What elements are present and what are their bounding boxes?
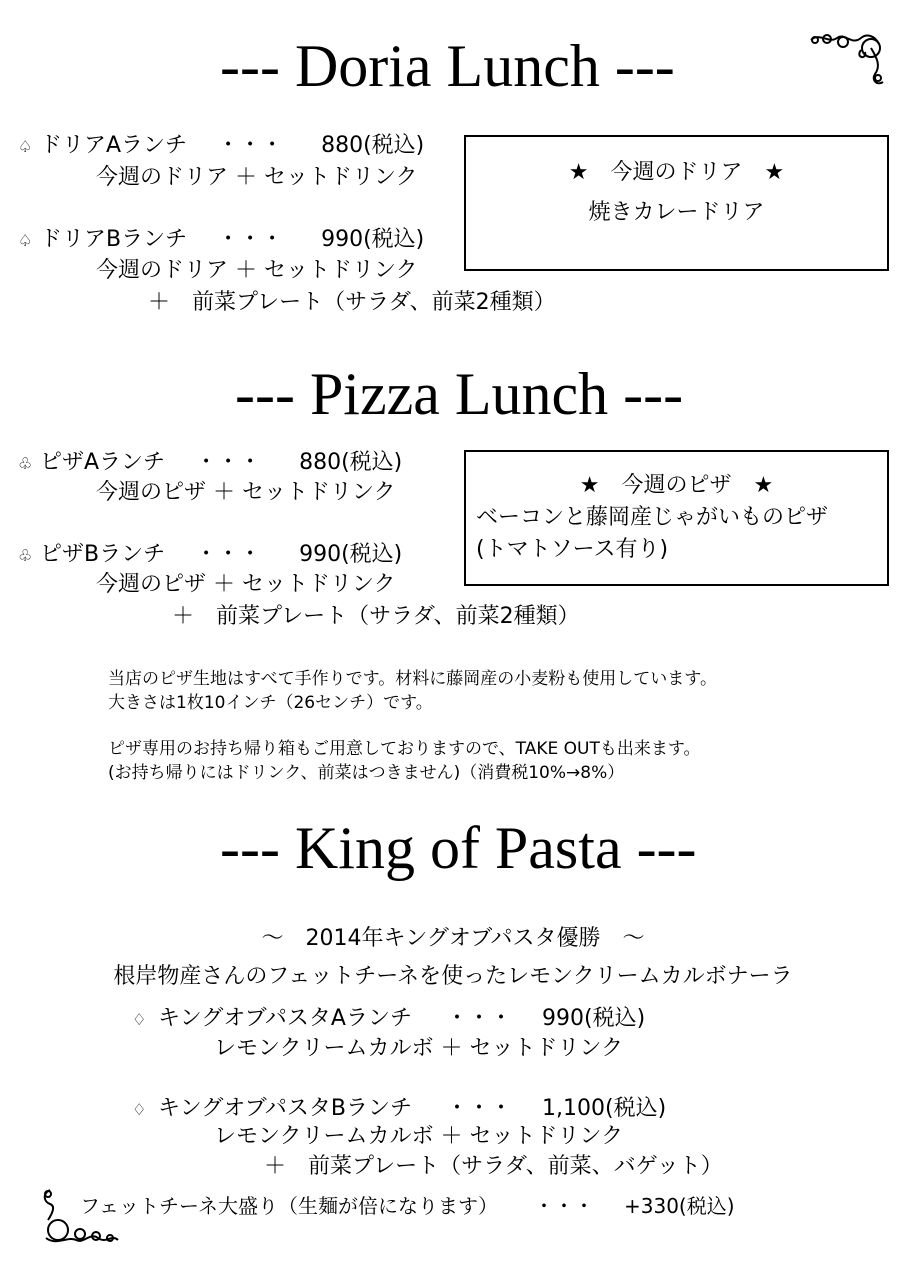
pasta-extra-price: +330(税込) bbox=[624, 1194, 735, 1218]
doria-b-row bbox=[18, 227, 424, 253]
doria-weekly-item: 焼きカレードリア bbox=[588, 199, 765, 225]
pizza-b-description-2: ＋ 前菜プレート（サラダ、前菜2種類） bbox=[172, 604, 580, 629]
pasta-a-description: レモンクリームカルボ ＋ セットドリンク bbox=[214, 1036, 624, 1061]
pasta-extra-row bbox=[80, 1194, 735, 1218]
doria-a-description: 今週のドリア ＋ セットドリンク bbox=[96, 165, 418, 190]
doria-b-description-1: 今週のドリア ＋ セットドリンク bbox=[96, 258, 418, 283]
doria-weekly-box bbox=[464, 135, 889, 271]
pasta-description: 根岸物産さんのフェットチーネを使ったレモンクリームカルボナーラ bbox=[113, 964, 793, 989]
pasta-a-name: キングオブパスタAランチ bbox=[158, 1006, 412, 1031]
doria-a-price: 880(税込) bbox=[321, 133, 425, 158]
pizza-a-name: ピザAランチ bbox=[40, 450, 166, 475]
flourish-ornament-top-right bbox=[805, 30, 890, 92]
pizza-b-description-1: 今週のピザ ＋ セットドリンク bbox=[96, 572, 396, 597]
pasta-b-name: キングオブパスタBランチ bbox=[158, 1096, 413, 1121]
club-icon: ♧ bbox=[18, 454, 33, 473]
pizza-weekly-item-2: (トマトソース有り) bbox=[476, 536, 669, 562]
diamond-icon: ♢ bbox=[132, 1010, 147, 1029]
pizza-weekly-box bbox=[464, 450, 889, 586]
pizza-note-2: 大きさは1枚10インチ（26センチ）です。 bbox=[108, 693, 433, 713]
pizza-a-dots: ・・・ bbox=[195, 450, 262, 475]
pizza-a-description: 今週のピザ ＋ セットドリンク bbox=[96, 480, 396, 505]
doria-b-price: 990(税込) bbox=[321, 227, 425, 252]
pizza-section-title: --- Pizza Lunch --- bbox=[235, 361, 684, 427]
doria-a-dots: ・・・ bbox=[217, 133, 284, 158]
pizza-note-4: (お持ち帰りにはドリンク、前菜はつきません)（消費税10%→8%） bbox=[108, 763, 625, 783]
pasta-extra-dots: ・・・ bbox=[534, 1194, 594, 1218]
pasta-b-price: 1,100(税込) bbox=[542, 1096, 667, 1121]
pasta-a-dots: ・・・ bbox=[445, 1006, 512, 1031]
pasta-a-row bbox=[132, 1006, 645, 1032]
pizza-a-row bbox=[18, 450, 402, 476]
pizza-weekly-heading: ★ 今週のピザ ★ bbox=[579, 473, 774, 498]
pasta-b-description-2: ＋ 前菜プレート（サラダ、前菜、バゲット） bbox=[264, 1154, 723, 1179]
pasta-a-price: 990(税込) bbox=[542, 1006, 646, 1031]
pizza-b-price: 990(税込) bbox=[299, 542, 403, 567]
diamond-icon: ♢ bbox=[132, 1100, 147, 1119]
pizza-a-price: 880(税込) bbox=[299, 450, 403, 475]
doria-weekly-heading: ★ 今週のドリア ★ bbox=[568, 160, 785, 185]
doria-section-title: --- Doria Lunch --- bbox=[220, 33, 675, 99]
doria-b-description-2: ＋ 前菜プレート（サラダ、前菜2種類） bbox=[148, 290, 556, 315]
pasta-b-dots: ・・・ bbox=[446, 1096, 513, 1121]
pasta-b-description-1: レモンクリームカルボ ＋ セットドリンク bbox=[214, 1124, 624, 1149]
pizza-b-dots: ・・・ bbox=[195, 542, 262, 567]
doria-b-name: ドリアBランチ bbox=[40, 227, 188, 252]
doria-a-row bbox=[18, 133, 424, 159]
spade-icon: ♤ bbox=[18, 137, 33, 156]
pasta-subtitle: ～ 2014年キングオブパスタ優勝 ～ bbox=[261, 926, 645, 951]
pizza-b-row bbox=[18, 542, 402, 568]
pasta-b-row bbox=[132, 1096, 666, 1122]
pizza-b-name: ピザBランチ bbox=[40, 542, 166, 567]
pizza-weekly-item-1: ベーコンと藤岡産じゃがいものピザ bbox=[476, 504, 829, 530]
club-icon: ♧ bbox=[18, 546, 33, 565]
pasta-extra-name: フェットチーネ大盛り（生麺が倍になります） bbox=[80, 1194, 488, 1218]
pizza-note-1: 当店のピザ生地はすべて手作りです。材料に藤岡産の小麦粉も使用しています。 bbox=[108, 669, 717, 689]
spade-icon: ♤ bbox=[18, 231, 33, 250]
pizza-note-3: ピザ専用のお持ち帰り箱もご用意しておりますので、TAKE OUTも出来ます。 bbox=[108, 739, 701, 759]
doria-b-dots: ・・・ bbox=[217, 227, 284, 252]
doria-a-name: ドリアAランチ bbox=[40, 133, 188, 158]
pasta-section-title: --- King of Pasta --- bbox=[220, 815, 697, 881]
